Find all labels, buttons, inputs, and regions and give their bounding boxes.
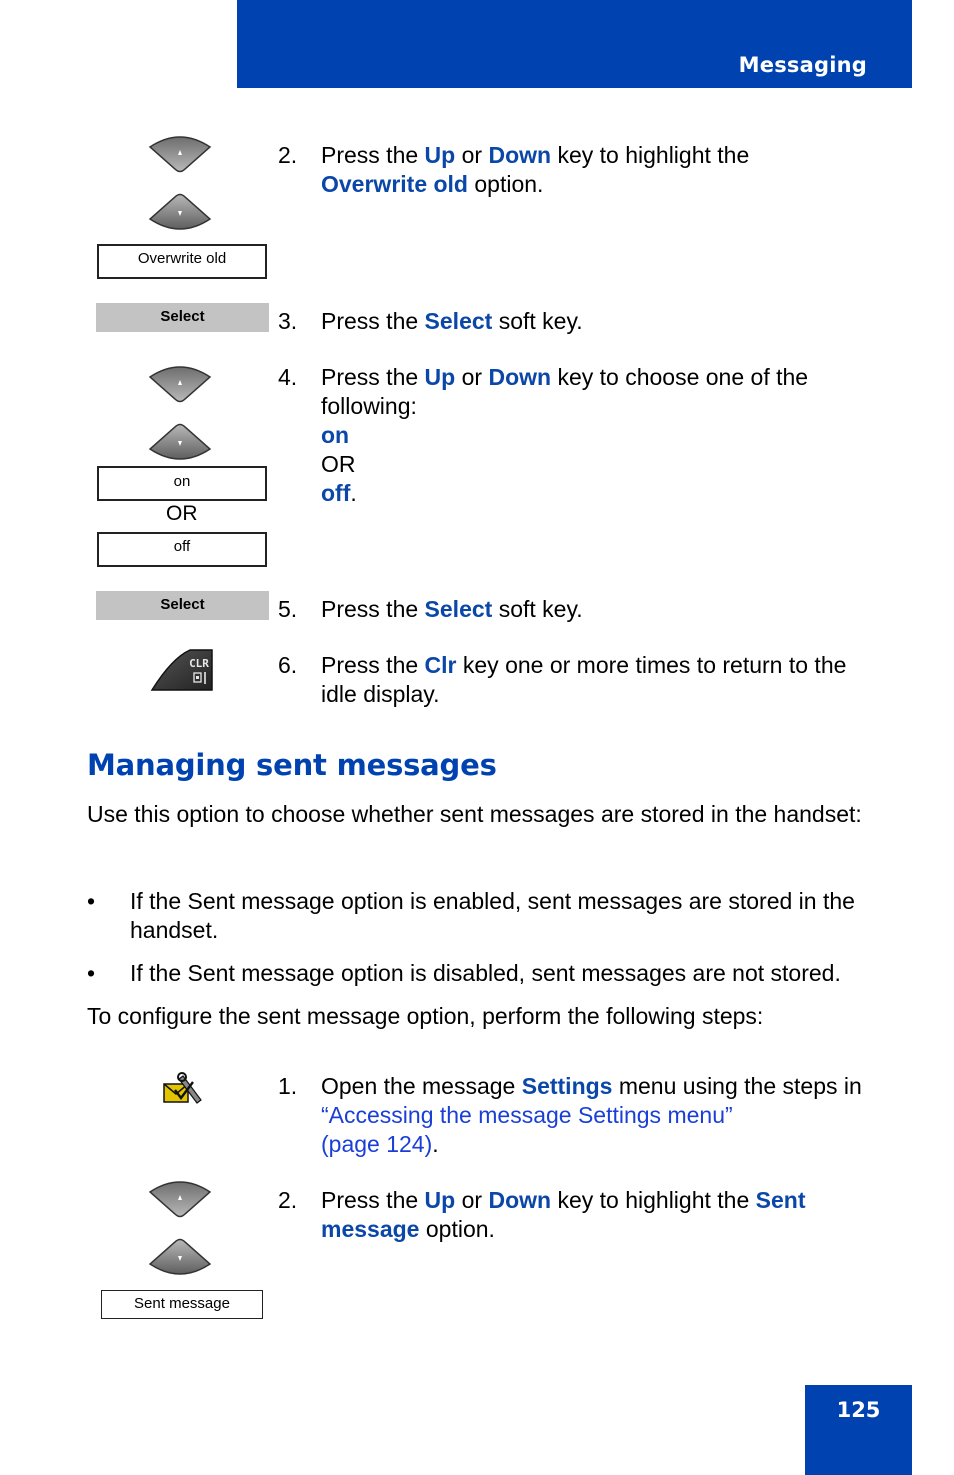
key-up: Up: [424, 364, 456, 390]
screen-sent-message: Sent message: [101, 1290, 263, 1319]
step-overwrite-2: 2. Press the Up or Down key to highlight the Overwrite old option.: [278, 142, 750, 197]
select-softkey: Select: [96, 303, 269, 332]
step-sent-1: 1. Open the message Settings menu using the steps in “Accessing the message Settings menu” (page 124).: [278, 1073, 862, 1157]
page-number: 125: [836, 1398, 881, 1422]
step-sent-2: 2. Press the Up or Down key to highlight the Sent message option.: [278, 1187, 806, 1242]
lead-paragraph: To configure the sent message option, perform the following steps:: [87, 1003, 764, 1029]
key-clr: Clr: [424, 652, 457, 678]
step-overwrite-4: 4. Press the Up or Down key to choose one of the following: on OR off.: [278, 364, 809, 506]
key-up: Up: [424, 1187, 456, 1213]
section-title: Messaging: [738, 53, 867, 77]
screen-on: on: [97, 466, 267, 501]
key-select: Select: [424, 308, 493, 334]
option-on: on: [321, 422, 350, 448]
link-page-124[interactable]: (page 124): [321, 1131, 433, 1157]
intro-paragraph: Use this option to choose whether sent messages are stored in the handset:: [87, 801, 862, 827]
option-overwrite-old: Overwrite old: [321, 171, 468, 197]
screen-overwrite-old: Overwrite old: [97, 244, 267, 279]
header-bar: [237, 0, 912, 88]
message-settings-icon: [161, 1072, 205, 1106]
clr-key-icon: [150, 648, 214, 692]
bullet-item: • If the Sent message option is enabled, sent messages are stored in the handset.: [87, 888, 855, 943]
or-label: OR: [166, 502, 198, 525]
option-off: off: [321, 480, 351, 506]
key-down: Down: [488, 142, 552, 168]
clr-key-label: CLR: [189, 657, 209, 670]
key-down: Down: [488, 1187, 552, 1213]
key-settings: Settings: [521, 1073, 613, 1099]
screen-off: off: [97, 532, 267, 567]
step-overwrite-6: 6. Press the Clr key one or more times to return to the idle display.: [278, 652, 847, 707]
step-overwrite-5: 5. Press the Select soft key.: [278, 596, 583, 622]
section-heading: Managing sent messages: [87, 748, 497, 782]
up-down-navigation-key-icon: [145, 1178, 215, 1278]
key-select: Select: [424, 596, 493, 622]
bullet-item: • If the Sent message option is disabled, sent messages are not stored.: [87, 960, 841, 986]
up-down-navigation-key-icon: [145, 363, 215, 463]
up-down-navigation-key-icon: [145, 133, 215, 233]
page-number-box: [805, 1385, 912, 1475]
key-down: Down: [488, 364, 552, 390]
key-up: Up: [424, 142, 456, 168]
option-sent-message: Sent message: [321, 1187, 806, 1242]
link-accessing-settings[interactable]: “Accessing the message Settings menu”: [321, 1102, 733, 1128]
select-softkey: Select: [96, 591, 269, 620]
step-overwrite-3: 3. Press the Select soft key.: [278, 308, 583, 334]
